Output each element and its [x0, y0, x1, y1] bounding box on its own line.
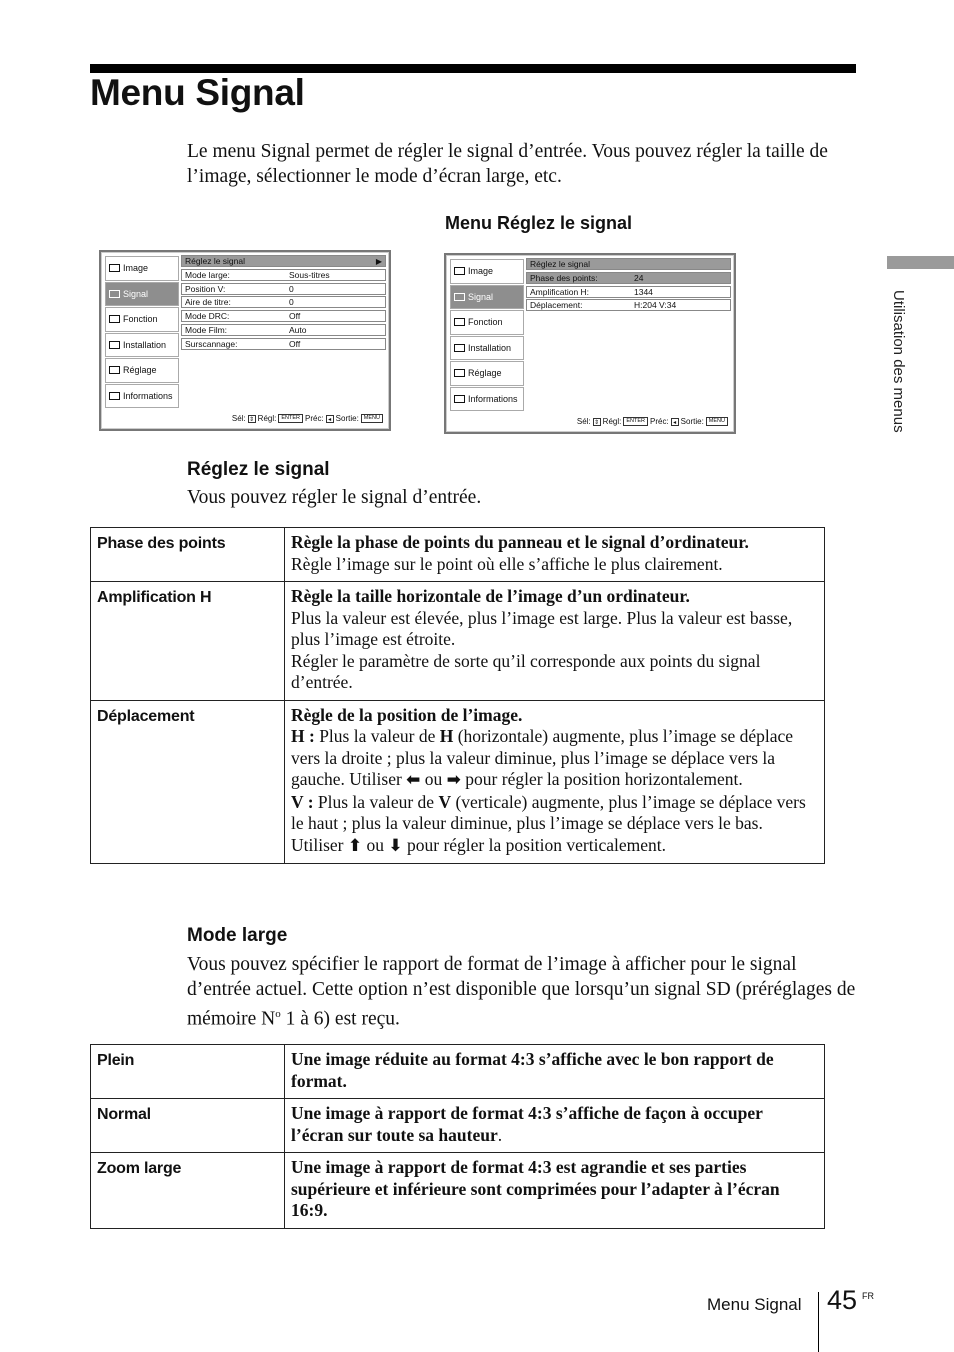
desc-cell	[285, 1153, 825, 1229]
footer-divider	[818, 1292, 819, 1352]
left-key-icon: ◂	[326, 415, 334, 423]
function-icon	[109, 315, 120, 323]
section-text-reglez: Vous pouvez régler le signal d’entrée.	[187, 487, 482, 508]
osd-nav-label: Image	[123, 263, 149, 274]
osd-nav-item[interactable]	[105, 256, 179, 281]
enter-key-icon: ENTER	[278, 414, 303, 423]
osd-setting-name: Position V:	[185, 283, 226, 294]
osd-nav-item[interactable]	[105, 282, 179, 307]
osd-nav-label: Signal	[468, 291, 494, 302]
osd-footer-label: Sortie:	[680, 417, 704, 426]
term-cell: Normal	[91, 1099, 285, 1153]
osd-nav-item[interactable]	[450, 361, 524, 386]
term-cell: Phase des points	[91, 528, 285, 582]
superscript: o	[275, 1008, 281, 1020]
osd-nav-label: Installation	[123, 339, 167, 350]
function-icon	[454, 318, 465, 326]
term-cell: Déplacement	[91, 700, 285, 864]
osd-nav-item[interactable]	[450, 285, 524, 310]
osd-screen-2	[444, 253, 736, 434]
osd-nav	[450, 259, 524, 412]
desc-bold: Une image à rapport de format 4:3 est agrandie et ses parties supérieure et inférieure sont comprimées pour l’adapter à l’écran 16:9.	[291, 1157, 780, 1220]
menu-key-icon: MENU	[706, 417, 728, 426]
table-row	[91, 1153, 825, 1229]
arrow-right-icon: ➡	[446, 770, 461, 790]
osd-nav-label: Signal	[123, 288, 149, 299]
osd-setting-row[interactable]	[181, 283, 386, 295]
osd-rows	[181, 269, 386, 350]
osd-setting-name: Mode large:	[185, 269, 230, 280]
osd-screen-1	[99, 250, 391, 431]
menu-caption: Menu Réglez le signal	[445, 213, 633, 233]
desc-text: Plus la valeur est élevée, plus l’image est large. Plus la valeur est basse, plus l’image est étroite.	[291, 607, 793, 649]
desc-cell	[285, 1045, 825, 1099]
term-cell: Zoom large	[91, 1153, 285, 1229]
desc-text: Plus la valeur de	[319, 726, 436, 746]
osd-setting-value: Off	[289, 311, 301, 322]
osd-setting-value: Sous-titres	[289, 269, 330, 280]
osd-header-label: Réglez le signal	[530, 259, 591, 269]
desc-text: 1 à 6) est reçu.	[280, 1008, 400, 1030]
osd-nav-label: Informations	[468, 393, 518, 404]
osd-footer-label: Sél:	[576, 417, 591, 426]
arrow-left-icon: ⬅	[406, 770, 421, 790]
enter-key-icon: ENTER	[623, 417, 648, 426]
up-down-key-icon: ⇕	[249, 416, 255, 423]
osd-setting-value: 0	[289, 283, 294, 294]
page-number: 45	[827, 1285, 858, 1315]
desc-cell	[285, 528, 825, 582]
desc-text: (verticale) augmente, plus l’image se déplace vers le haut ; plus la valeur diminue, plus l’image se déplace vers le bas. Utiliser	[291, 791, 806, 855]
info-icon	[454, 395, 465, 403]
osd-setting-name: Amplification H:	[530, 286, 590, 297]
wide-mode-table	[90, 1044, 825, 1229]
desc-text: pour régler la position verticalement.	[407, 834, 667, 855]
osd-nav-item[interactable]	[450, 336, 524, 361]
desc-text: Régler le paramètre de sorte qu’il corresponde aux points du signal d’entrée.	[291, 650, 761, 692]
osd-setting-row[interactable]	[181, 310, 386, 322]
desc-text: Plus la valeur de	[317, 791, 435, 812]
table-row	[91, 1045, 825, 1099]
osd-setting-value: Off	[289, 338, 301, 349]
table-row	[91, 528, 825, 582]
submenu-arrow-icon: ▶	[375, 256, 382, 266]
info-icon	[109, 392, 120, 400]
picture-icon	[454, 267, 465, 275]
osd-header-row	[181, 255, 386, 267]
desc-bold: V	[438, 791, 452, 812]
up-down-key-icon: ⇕	[594, 419, 600, 426]
desc-text: (horizontale) augmente, plus l’image se déplace vers la droite ; plus la valeur diminue, plus l’image se déplace vers la gauche. Utiliser	[291, 726, 794, 789]
arrow-up-icon: ⬆	[347, 835, 363, 856]
osd-setting-value: Auto	[289, 324, 307, 335]
osd-setting-value: 1344	[634, 286, 653, 297]
footer-section-label: Menu Signal	[707, 1295, 802, 1314]
side-tab	[885, 290, 915, 490]
osd-footer-label: Sortie:	[335, 414, 359, 423]
osd-setting-name: Aire de titre:	[185, 297, 231, 308]
left-key-icon: ◂	[671, 418, 679, 426]
osd-footer-label: Régl:	[602, 417, 622, 426]
osd-setting-name: Déplacement:	[530, 300, 583, 311]
desc-text: pour régler la position horizontalement.	[465, 769, 743, 789]
section-title-mode-large: Mode large	[187, 925, 288, 946]
desc-bold: Règle la phase de points du panneau et le signal d’ordinateur.	[291, 532, 749, 552]
table-row	[91, 1099, 825, 1153]
osd-panel	[526, 258, 731, 313]
term-cell: Plein	[91, 1045, 285, 1099]
osd-setting-row[interactable]	[526, 272, 731, 284]
desc-cell	[285, 582, 825, 701]
osd-setting-row[interactable]	[181, 296, 386, 308]
osd-nav-label: Installation	[468, 342, 512, 353]
desc-text: ou	[424, 769, 443, 789]
osd-nav-label: Informations	[123, 390, 173, 401]
intro-paragraph: Le menu Signal permet de régler le signal d’entrée. Vous pouvez régler la taille de l’image, sélectionner le mode d’écran large, etc.	[187, 141, 828, 187]
osd-setting-row[interactable]	[526, 286, 731, 298]
osd-nav-item[interactable]	[105, 333, 179, 358]
installation-icon	[454, 344, 465, 352]
desc-text: Vous pouvez spécifier le rapport de format de l’image à afficher pour le signal d’entrée actuel. Cette option n’est disponible que lorsqu’un signal SD (préréglages de mémoire N	[187, 954, 856, 1030]
section-title-reglez: Réglez le signal	[187, 459, 330, 480]
osd-nav-label: Fonction	[123, 314, 158, 325]
table-row	[91, 582, 825, 701]
osd-nav-label: Image	[468, 266, 494, 277]
language-code: FR	[862, 1291, 874, 1301]
osd-setting-row[interactable]	[181, 269, 386, 281]
picture-icon	[109, 264, 120, 272]
osd-nav-item[interactable]	[105, 384, 179, 409]
osd-nav-item[interactable]	[450, 259, 524, 284]
osd-nav-label: Réglage	[123, 365, 157, 376]
side-tab-label: Utilisation des menus	[890, 290, 907, 433]
osd-header-row	[526, 258, 731, 270]
desc-bold: Une image réduite au format 4:3 s’affiche avec le bon rapport de format.	[291, 1049, 774, 1091]
osd-footer-label: Préc:	[305, 414, 324, 423]
osd-footer-label: Préc:	[650, 417, 669, 426]
osd-setting-name: Phase des points:	[530, 272, 598, 283]
desc-bold: Une image à rapport de format 4:3 s’affiche de façon à occuper l’écran sur toute sa hauteur	[291, 1103, 763, 1145]
v-label: V :	[291, 791, 314, 812]
osd-panel	[181, 255, 386, 352]
osd-setting-name: Surscannage:	[185, 338, 238, 349]
osd-footer	[577, 417, 728, 426]
desc-text: ou	[366, 834, 384, 855]
signal-settings-table	[90, 527, 825, 864]
desc-cell	[285, 1099, 825, 1153]
side-tab-marker	[887, 256, 954, 269]
term-cell: Amplification H	[91, 582, 285, 701]
desc-text: .	[497, 1124, 503, 1145]
osd-nav-item[interactable]	[450, 387, 524, 412]
osd-setting-value: H:204 V:34	[634, 300, 677, 311]
signal-icon	[454, 293, 465, 301]
osd-footer-label: Sél:	[231, 414, 246, 423]
osd-nav	[105, 256, 179, 409]
osd-setting-row[interactable]	[526, 299, 731, 311]
menu-key-icon: MENU	[361, 414, 383, 423]
section-text-mode-large	[187, 952, 857, 1032]
desc-cell	[285, 700, 825, 864]
osd-nav-item[interactable]	[105, 307, 179, 332]
installation-icon	[109, 341, 120, 349]
osd-rows	[526, 272, 731, 312]
desc-bold: Règle la taille horizontale de l’image d’un ordinateur.	[291, 586, 690, 606]
table-row	[91, 700, 825, 864]
arrow-down-icon: ⬇	[388, 835, 403, 856]
osd-nav-label: Fonction	[468, 317, 503, 328]
h-label: H :	[291, 726, 315, 746]
signal-icon	[109, 290, 120, 298]
osd-setting-value: 24	[634, 272, 644, 283]
desc-text: Règle l’image sur le point où elle s’affiche le plus clairement.	[291, 553, 723, 574]
osd-setting-name: Mode DRC:	[185, 311, 230, 322]
page-title: Menu Signal	[90, 72, 305, 113]
osd-footer	[232, 414, 383, 423]
osd-setting-row[interactable]	[181, 324, 386, 336]
osd-setting-row[interactable]	[181, 338, 386, 350]
osd-setting-name: Mode Film:	[185, 324, 228, 335]
osd-setting-value: 0	[289, 297, 294, 308]
osd-header-label: Réglez le signal	[185, 256, 246, 266]
desc-bold: H	[439, 726, 454, 746]
desc-bold: Règle de la position de l’image.	[291, 704, 523, 725]
osd-nav-item[interactable]	[450, 310, 524, 335]
adjust-icon	[109, 366, 120, 374]
osd-footer-label: Régl:	[257, 414, 277, 423]
osd-nav-label: Réglage	[468, 368, 502, 379]
adjust-icon	[454, 369, 465, 377]
osd-nav-item[interactable]	[105, 358, 179, 383]
